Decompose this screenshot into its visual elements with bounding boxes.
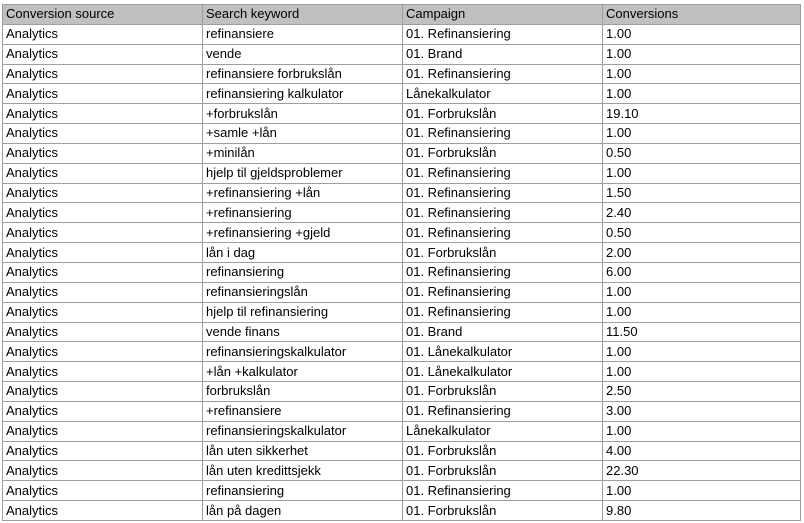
conversions-cell: 1.00	[603, 24, 801, 44]
conversion-source-cell: Analytics	[3, 382, 203, 402]
conversions-cell: 1.50	[603, 183, 801, 203]
table-row	[3, 183, 801, 203]
search-keyword-cell: refinansiering kalkulator	[203, 84, 403, 104]
table-row	[3, 223, 801, 243]
table-row	[3, 342, 801, 362]
conversion-source-cell: Analytics	[3, 282, 203, 302]
conversion-source-cell: Analytics	[3, 163, 203, 183]
conversion-source-cell: Analytics	[3, 342, 203, 362]
table-body	[3, 24, 801, 520]
search-keyword-cell: vende	[203, 44, 403, 64]
campaign-cell: 01. Forbrukslån	[403, 382, 603, 402]
table-row	[3, 382, 801, 402]
header-search-keyword: Search keyword	[203, 5, 403, 25]
table-row	[3, 243, 801, 263]
conversions-cell: 6.00	[603, 262, 801, 282]
header-campaign: Campaign	[403, 5, 603, 25]
campaign-cell: 01. Forbrukslån	[403, 461, 603, 481]
table-row	[3, 104, 801, 124]
conversion-source-cell: Analytics	[3, 362, 203, 382]
search-keyword-cell: +refinansiering	[203, 203, 403, 223]
conversions-cell: 1.00	[603, 163, 801, 183]
conversions-cell: 1.00	[603, 84, 801, 104]
campaign-cell: 01. Refinansiering	[403, 124, 603, 144]
campaign-cell: 01. Lånekalkulator	[403, 342, 603, 362]
campaign-cell: 01. Refinansiering	[403, 401, 603, 421]
search-keyword-cell: vende finans	[203, 322, 403, 342]
conversion-source-cell: Analytics	[3, 441, 203, 461]
campaign-cell: 01. Refinansiering	[403, 203, 603, 223]
conversion-source-cell: Analytics	[3, 203, 203, 223]
conversions-cell: 1.00	[603, 282, 801, 302]
conversion-source-cell: Analytics	[3, 461, 203, 481]
campaign-cell: 01. Brand	[403, 322, 603, 342]
conversion-source-cell: Analytics	[3, 322, 203, 342]
campaign-cell: 01. Refinansiering	[403, 24, 603, 44]
conversion-source-cell: Analytics	[3, 143, 203, 163]
table-row	[3, 302, 801, 322]
search-keyword-cell: +refinansiere	[203, 401, 403, 421]
campaign-cell: 01. Lånekalkulator	[403, 362, 603, 382]
campaign-cell: 01. Refinansiering	[403, 163, 603, 183]
search-keyword-cell: lån på dagen	[203, 501, 403, 521]
search-keyword-cell: refinansieringslån	[203, 282, 403, 302]
table-row	[3, 143, 801, 163]
search-keyword-cell: refinansiering	[203, 262, 403, 282]
conversions-cell: 1.00	[603, 342, 801, 362]
conversion-source-cell: Analytics	[3, 64, 203, 84]
campaign-cell: Lånekalkulator	[403, 421, 603, 441]
conversions-cell: 0.50	[603, 143, 801, 163]
conversions-cell: 2.50	[603, 382, 801, 402]
table-row	[3, 401, 801, 421]
conversion-source-cell: Analytics	[3, 124, 203, 144]
campaign-cell: 01. Refinansiering	[403, 223, 603, 243]
conversions-cell: 1.00	[603, 421, 801, 441]
table-row	[3, 362, 801, 382]
campaign-cell: Lånekalkulator	[403, 84, 603, 104]
conversions-cell: 1.00	[603, 44, 801, 64]
conversions-cell: 1.00	[603, 124, 801, 144]
conversion-source-cell: Analytics	[3, 44, 203, 64]
search-keyword-cell: hjelp til refinansiering	[203, 302, 403, 322]
campaign-cell: 01. Forbrukslån	[403, 501, 603, 521]
campaign-cell: 01. Refinansiering	[403, 64, 603, 84]
conversion-source-cell: Analytics	[3, 401, 203, 421]
search-keyword-cell: refinansiere forbrukslån	[203, 64, 403, 84]
conversions-table	[2, 4, 801, 521]
table-row	[3, 481, 801, 501]
campaign-cell: 01. Forbrukslån	[403, 243, 603, 263]
search-keyword-cell: forbrukslån	[203, 382, 403, 402]
search-keyword-cell: lån uten sikkerhet	[203, 441, 403, 461]
campaign-cell: 01. Forbrukslån	[403, 143, 603, 163]
conversions-cell: 1.00	[603, 362, 801, 382]
search-keyword-cell: refinansiere	[203, 24, 403, 44]
conversions-cell: 4.00	[603, 441, 801, 461]
conversions-cell: 1.00	[603, 302, 801, 322]
campaign-cell: 01. Refinansiering	[403, 302, 603, 322]
table-row	[3, 441, 801, 461]
table-row	[3, 203, 801, 223]
conversions-cell: 2.40	[603, 203, 801, 223]
search-keyword-cell: refinansieringskalkulator	[203, 342, 403, 362]
conversion-source-cell: Analytics	[3, 501, 203, 521]
search-keyword-cell: lån uten kredittsjekk	[203, 461, 403, 481]
table-row	[3, 282, 801, 302]
table-row	[3, 24, 801, 44]
conversions-cell: 2.00	[603, 243, 801, 263]
table-row	[3, 461, 801, 481]
campaign-cell: 01. Forbrukslån	[403, 441, 603, 461]
campaign-cell: 01. Refinansiering	[403, 481, 603, 501]
table-row	[3, 421, 801, 441]
conversions-cell: 1.00	[603, 64, 801, 84]
search-keyword-cell: refinansiering	[203, 481, 403, 501]
conversion-source-cell: Analytics	[3, 104, 203, 124]
table-row	[3, 163, 801, 183]
header-conversions: Conversions	[603, 5, 801, 25]
campaign-cell: 01. Forbrukslån	[403, 104, 603, 124]
conversion-source-cell: Analytics	[3, 183, 203, 203]
campaign-cell: 01. Refinansiering	[403, 183, 603, 203]
search-keyword-cell: +lån +kalkulator	[203, 362, 403, 382]
table-row	[3, 124, 801, 144]
conversion-source-cell: Analytics	[3, 421, 203, 441]
conversion-source-cell: Analytics	[3, 243, 203, 263]
table-row	[3, 64, 801, 84]
table-row	[3, 44, 801, 64]
table-row	[3, 84, 801, 104]
search-keyword-cell: +forbrukslån	[203, 104, 403, 124]
conversion-source-cell: Analytics	[3, 24, 203, 44]
conversions-cell: 3.00	[603, 401, 801, 421]
search-keyword-cell: +refinansiering +lån	[203, 183, 403, 203]
table-row	[3, 501, 801, 521]
campaign-cell: 01. Brand	[403, 44, 603, 64]
table-row	[3, 262, 801, 282]
conversion-source-cell: Analytics	[3, 223, 203, 243]
conversions-cell: 9.80	[603, 501, 801, 521]
table-header	[3, 5, 801, 25]
conversions-cell: 19.10	[603, 104, 801, 124]
search-keyword-cell: hjelp til gjeldsproblemer	[203, 163, 403, 183]
campaign-cell: 01. Refinansiering	[403, 282, 603, 302]
campaign-cell: 01. Refinansiering	[403, 262, 603, 282]
search-keyword-cell: +minilån	[203, 143, 403, 163]
search-keyword-cell: lån i dag	[203, 243, 403, 263]
search-keyword-cell: refinansieringskalkulator	[203, 421, 403, 441]
conversion-source-cell: Analytics	[3, 481, 203, 501]
conversion-source-cell: Analytics	[3, 262, 203, 282]
header-row	[3, 5, 801, 25]
header-conversion-source: Conversion source	[3, 5, 203, 25]
conversions-cell: 22.30	[603, 461, 801, 481]
conversions-cell: 0.50	[603, 223, 801, 243]
conversions-cell: 11.50	[603, 322, 801, 342]
search-keyword-cell: +samle +lån	[203, 124, 403, 144]
conversions-cell: 1.00	[603, 481, 801, 501]
conversion-source-cell: Analytics	[3, 84, 203, 104]
table-row	[3, 322, 801, 342]
conversion-source-cell: Analytics	[3, 302, 203, 322]
search-keyword-cell: +refinansiering +gjeld	[203, 223, 403, 243]
